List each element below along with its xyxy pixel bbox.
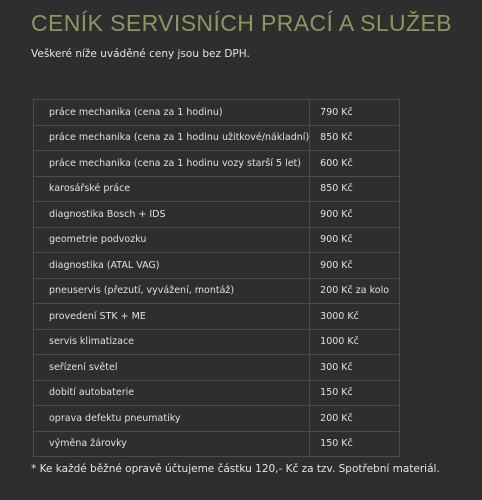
table-row [34,227,400,253]
table-row [34,176,400,202]
footnote: * Ke každé běžné opravě účtujeme částku 120,- Kč za tzv. Spotřební materiál. [31,463,440,475]
table-row [34,431,400,457]
service-name: práce mechanika (cena za 1 hodinu) [34,100,310,126]
service-price: 850 Kč [310,125,400,151]
service-name: práce mechanika (cena za 1 hodinu užitkové/nákladní) [34,125,310,151]
table-row [34,278,400,304]
table-row [34,151,400,177]
table-row [34,253,400,279]
vat-note: Veškeré níže uváděné ceny jsou bez DPH. [31,48,250,60]
service-price: 150 Kč [310,431,400,457]
price-table [33,99,400,457]
service-name: geometrie podvozku [34,227,310,253]
service-name: dobití autobaterie [34,380,310,406]
service-price: 600 Kč [310,151,400,177]
service-name: práce mechanika (cena za 1 hodinu vozy starší 5 let) [34,151,310,177]
service-name: provedení STK + ME [34,304,310,330]
service-price: 900 Kč [310,227,400,253]
table-row [34,202,400,228]
service-name: oprava defektu pneumatiky [34,406,310,432]
table-row [34,304,400,330]
service-name: pneuservis (přezutí, vyvážení, montáž) [34,278,310,304]
service-price: 150 Kč [310,380,400,406]
service-name: diagnostika Bosch + IDS [34,202,310,228]
table-row [34,355,400,381]
table-row [34,406,400,432]
table-row [34,125,400,151]
table-row [34,329,400,355]
service-price: 790 Kč [310,100,400,126]
page-title: CENÍK SERVISNÍCH PRACÍ A SLUŽEB [31,10,452,36]
table-row [34,100,400,126]
service-price: 900 Kč [310,202,400,228]
price-table-body [34,100,400,457]
service-name: servis klimatizace [34,329,310,355]
service-price: 1000 Kč [310,329,400,355]
service-name: seřízení světel [34,355,310,381]
service-price: 3000 Kč [310,304,400,330]
table-row [34,380,400,406]
service-price: 900 Kč [310,253,400,279]
service-price: 200 Kč za kolo [310,278,400,304]
service-name: diagnostika (ATAL VAG) [34,253,310,279]
service-price: 300 Kč [310,355,400,381]
service-name: karosářské práce [34,176,310,202]
service-price: 850 Kč [310,176,400,202]
service-name: výměna žárovky [34,431,310,457]
service-price: 200 Kč [310,406,400,432]
